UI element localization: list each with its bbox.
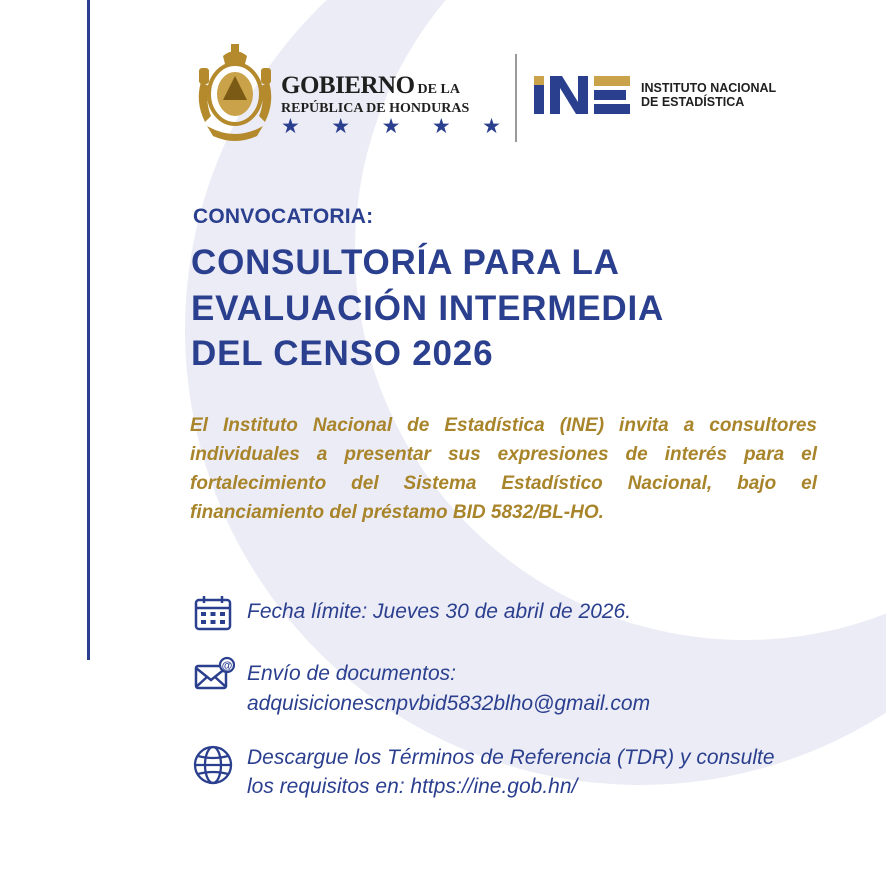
star-icon: ★ [381, 115, 401, 138]
download-line2-link[interactable]: los requisitos en: https://ine.gob.hn/ [247, 775, 578, 798]
globe-icon [192, 744, 234, 786]
header-logos [195, 42, 815, 144]
convocatoria-label: CONVOCATORIA: [193, 205, 374, 228]
submission-email-link[interactable]: adquisicionescnpvbid5832blho@gmail.com [247, 692, 651, 715]
deadline-text: Fecha límite: Jueves 30 de abril de 2026. [247, 600, 632, 623]
title-line: CONSULTORÍA PARA LA [191, 243, 620, 282]
title-line: DEL CENSO 2026 [191, 334, 494, 373]
star-icon: ★ [431, 115, 451, 138]
download-line1: Descargue los Términos de Referencia (TDR) y consulte [247, 746, 775, 769]
government-title-small: DE LA [417, 82, 460, 97]
ine-name-line2: DE ESTADÍSTICA [641, 95, 745, 109]
title-line: EVALUACIÓN INTERMEDIA [191, 288, 665, 328]
logo-divider [515, 54, 517, 142]
star-icon: ★ [331, 115, 351, 138]
star-icon: ★ [281, 115, 300, 138]
ine-name-line1: INSTITUTO NACIONAL [641, 81, 777, 95]
government-title-main: GOBIERNO [281, 72, 415, 99]
left-accent-line [87, 0, 90, 660]
envelope-at-icon [193, 656, 235, 692]
intro-paragraph: El Instituto Nacional de Estadística (INE) invita a consultores individuales a presentar sus expresiones de interés para el fortalecimiento del Sistema Estadístico Nacional, bajo el financiamiento del préstamo BID 5832/BL-HO. [190, 415, 817, 523]
government-title [281, 72, 460, 100]
star-icon: ★ [482, 115, 501, 138]
stars-row [281, 115, 501, 139]
announcement-title [191, 240, 831, 377]
coat-of-arms-icon [195, 42, 275, 142]
submission-label: Envío de documentos: [247, 662, 456, 685]
svg-text:@: @ [221, 660, 233, 672]
calendar-icon [193, 594, 233, 632]
government-subtitle: REPÚBLICA DE HONDURAS [281, 101, 470, 116]
ine-logo-icon [534, 74, 630, 116]
ine-name [641, 81, 776, 109]
